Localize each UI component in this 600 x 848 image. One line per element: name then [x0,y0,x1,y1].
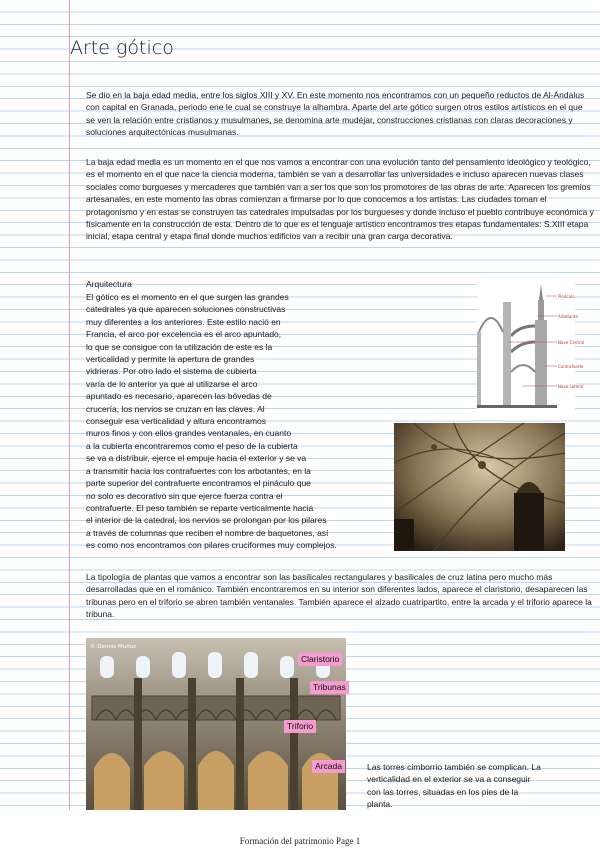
text-line: a la cubierta encontraremos como el peso de la cubierta [86,440,298,451]
diagram-label: Arbotante [558,314,578,319]
text-line: Francia, el arco por excelencia es el arco apuntado, [86,329,282,340]
text-line: crucería, los nervios se cruzan en las claves. Al [86,403,265,414]
text-line: se va a distribuir, ejerce el empuje hacia el exterior y se va [86,453,307,464]
architecture-text-column [86,291,337,552]
text-line: muros finos y con ellos grandes ventanales, en cuanto [86,428,292,439]
text-line: varía de lo anterior ya que al utilizarse el arco [86,378,258,389]
towers-caption [367,761,541,811]
text-line: a través de columnas que reciben el nombre de baquetones, así [86,527,329,538]
text-line: no solo es decorativo sin que ejerce fuerza contra el [86,490,283,501]
text-line: catedrales ya que aparecen soluciones constructivas [86,304,286,315]
gothic-section-diagram [477,282,585,410]
section-heading-arquitectura: Arquitectura [86,279,132,289]
text-line: verticalidad y permite la apertura de grandes [86,354,255,365]
rib-vault-photo [394,423,565,551]
caption-line: Las torres cimborrio también se complican. La [367,762,541,772]
caption-line: con las torres, situadas en los pies de la [367,786,519,797]
text-line: el interior de la catedral, los nervios se prolongan por los pilares [86,515,327,526]
text-line: conseguir esa verticalidad y altura encontramos [86,416,267,427]
text-line: a transmitir hacia los contrafuertes con los arbotantes, en la [86,465,311,476]
context-paragraph: La baja edad media es un momento en el que nos vamos a encontrar con una evolución tanto del pensamiento ideológico y teológico, es el momento en el que nace la ciencia moderna, también se van a desarrollar las universidades e incluso aparecen nuevas clases sociales como burgueses y mercaderes que también van a ser los que son los promotores de las obras de arte. Aparecen los gremios artesanales, en este momento las obras comienzan a firmarse por lo que conocemos a los artistas. Las ciudades toman el protagonismo y en estas se construyen las catedrales impulsadas por los burgueses y donde incluso el pueblo contribuye económica y físicamente en la construcción de esta. Dentro de lo que es el lenguaje artístico encontramos tres etapas fundamentales: S.XIII etapa inicial, etapa central y etapa final donde muchos edificios van a recibir una gran carga decorativa. [86,157,594,242]
text-line: vidrieras. Por otro lado el sistema de cubierta [86,366,257,377]
label-triforio: Triforio [284,720,316,733]
page-footer: Formación del patrimonio Page 1 [239,836,361,846]
intro-paragraph: Se dio en la baja edad media, entre los siglos XIII y XV. En este momento nos encontramos con un pequeño reductos de Al-Ándalus con capital en Granada, periodo ene le cual se construye la alhambra. Aparte del arte gótico surgen otros estilos artísticos en el que se ven la relación entre cristianos y musulmanes, se denomina arte mudéjar, construcciones cristianas con claras decoraciones y soluciones arquitectónicas musulmanas. [86,90,585,138]
diagram-label: Contrafuerte [558,364,584,369]
text-line: El gótico es el momento en el que surgen las grandes [86,292,289,302]
text-line: es como nos encontramos con pilares cruciformes muy complejos. [86,540,337,551]
diagram-label: Nave Central [558,340,585,345]
text-line: parte superior del contrafuerte encontramos el pináculo que [86,478,311,489]
floor-plan-paragraph: La tipología de plantas que vamos a encontrar son las basilicales rectangulares y basilicales de cruz latina pero mucho más desarrolladas que en el románico. También encontraremos en su interior son diferentes lados, aparece el claristorio, desaparecen las tribunas pero en el triforio se abren también ventanales. También aparece el alzado cuatripartito, entre la arcada y el triforio aparece la tribuna. [86,572,592,620]
label-tribunas: Tribunas [310,681,349,694]
photo-watermark: © Dennis Muñoz [90,644,136,650]
caption-line: verticalidad en el exterior se va a conseguir [367,774,531,785]
label-arcada: Arcada [312,760,345,773]
text-line: contrafuerte. El peso también se reparte verticalmente hacia [86,502,314,513]
text-line: lo que se consigue con la utilización de este es la [86,341,273,352]
caption-line: planta. [367,799,393,810]
label-claristorio: Claristorio [298,653,342,666]
text-line: apuntado es necesario, aparecen las bóvedas de [86,391,272,402]
text-line: muy diferentes a los anteriores. Este estilo nació en [86,316,281,327]
diagram-label: Nave Lateral [558,384,584,389]
diagram-label: Pináculo [558,294,575,299]
page-title: Arte gótico [70,37,174,59]
